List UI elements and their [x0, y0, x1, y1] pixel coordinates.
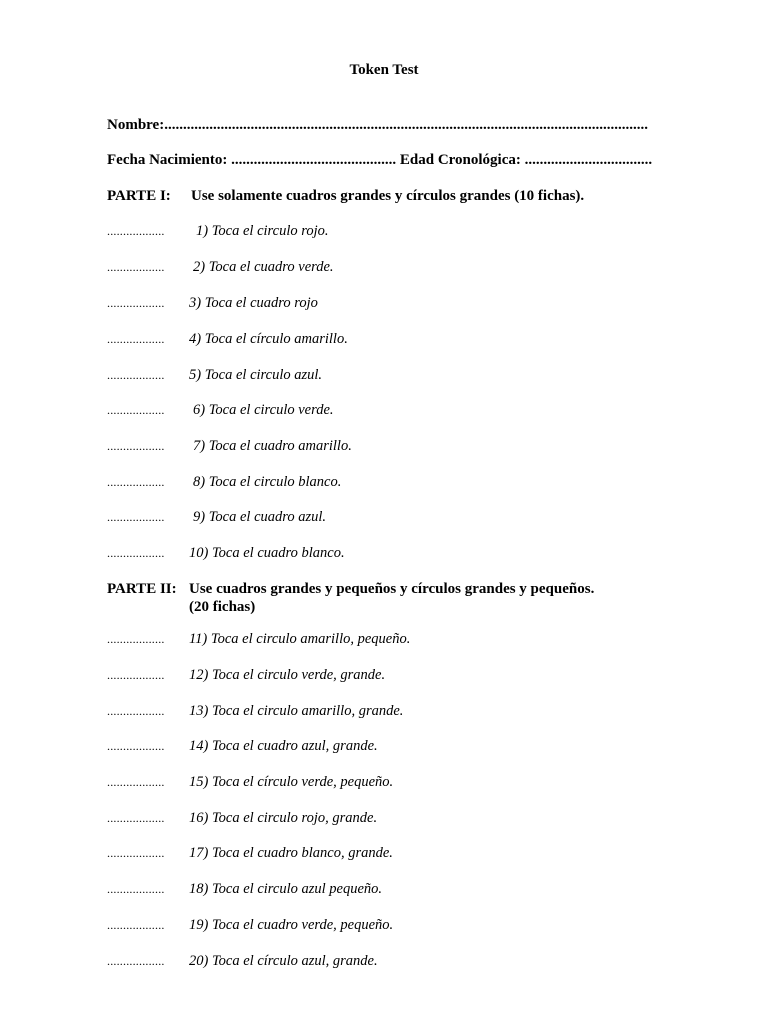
item-blank: ..................: [107, 224, 165, 238]
item-text: 5) Toca el circulo azul.: [189, 367, 323, 383]
item-text: 18) Toca el circulo azul pequeño.: [189, 881, 383, 897]
item-7: [107, 437, 352, 455]
item-blank: ..................: [107, 332, 165, 346]
item-text: 9) Toca el cuadro azul.: [193, 509, 327, 525]
item-blank: ..................: [107, 918, 165, 932]
fecha-edad-field: Fecha Nacimiento: ............................................ Edad Cronológica: ..................................: [107, 152, 653, 168]
item-16: [107, 809, 377, 827]
item-13: [107, 702, 403, 720]
item-text: 20) Toca el círculo azul, grande.: [189, 953, 378, 969]
item-blank: ..................: [107, 296, 165, 310]
item-blank: ..................: [107, 775, 165, 789]
item-12: [107, 666, 385, 684]
item-text: 3) Toca el cuadro rojo: [189, 295, 318, 311]
nombre-field: Nombre:.................................................................................................................................: [107, 117, 648, 133]
item-blank: ..................: [107, 546, 165, 560]
item-blank: ..................: [107, 510, 165, 524]
item-4: [107, 330, 348, 348]
item-6: [107, 401, 334, 419]
item-blank: ..................: [107, 632, 165, 646]
item-1: [107, 222, 329, 240]
item-text: 13) Toca el circulo amarillo, grande.: [189, 703, 404, 719]
item-text: 10) Toca el cuadro blanco.: [189, 545, 345, 561]
item-blank: ..................: [107, 260, 165, 274]
parte-2-label: PARTE II:: [107, 581, 177, 597]
item-15: [107, 773, 393, 791]
item-text: 8) Toca el circulo blanco.: [193, 474, 342, 490]
item-blank: ..................: [107, 846, 165, 860]
item-20: [107, 952, 378, 970]
item-text: 1) Toca el circulo rojo.: [196, 223, 329, 239]
document-title: Token Test: [349, 62, 419, 78]
item-19: [107, 916, 393, 934]
item-18: [107, 880, 382, 898]
item-17: [107, 844, 393, 862]
item-5: [107, 366, 322, 384]
item-text: 11) Toca el circulo amarillo, pequeño.: [189, 631, 411, 647]
item-text: 6) Toca el circulo verde.: [193, 402, 334, 418]
item-text: 12) Toca el circulo verde, grande.: [189, 667, 386, 683]
item-text: 16) Toca el circulo rojo, grande.: [189, 810, 378, 826]
parte-2-instructions: Use cuadros grandes y pequeños y círculos grandes y pequeños.: [189, 581, 595, 597]
item-blank: ..................: [107, 368, 165, 382]
parte-2-instructions-count: (20 fichas): [189, 599, 256, 615]
item-text: 14) Toca el cuadro azul, grande.: [189, 738, 378, 754]
item-blank: ..................: [107, 704, 165, 718]
item-blank: ..................: [107, 403, 165, 417]
item-9: [107, 508, 326, 526]
item-text: 17) Toca el cuadro blanco, grande.: [189, 845, 393, 861]
item-text: 2) Toca el cuadro verde.: [193, 259, 334, 275]
item-text: 19) Toca el cuadro verde, pequeño.: [189, 917, 394, 933]
item-blank: ..................: [107, 668, 165, 682]
item-blank: ..................: [107, 439, 165, 453]
item-blank: ..................: [107, 882, 165, 896]
item-3: [107, 294, 318, 312]
item-text: 7) Toca el cuadro amarillo.: [193, 438, 352, 454]
item-14: [107, 737, 378, 755]
item-blank: ..................: [107, 739, 165, 753]
item-2: [107, 258, 334, 276]
item-blank: ..................: [107, 811, 165, 825]
item-8: [107, 473, 341, 491]
item-10: [107, 544, 345, 562]
item-text: 4) Toca el círculo amarillo.: [189, 331, 348, 347]
item-blank: ..................: [107, 954, 165, 968]
item-11: [107, 630, 410, 648]
item-blank: ..................: [107, 475, 165, 489]
parte-1-label: PARTE I:: [107, 188, 171, 204]
parte-1-instructions: Use solamente cuadros grandes y círculos grandes (10 fichas).: [191, 188, 585, 204]
item-text: 15) Toca el círculo verde, pequeño.: [189, 774, 394, 790]
